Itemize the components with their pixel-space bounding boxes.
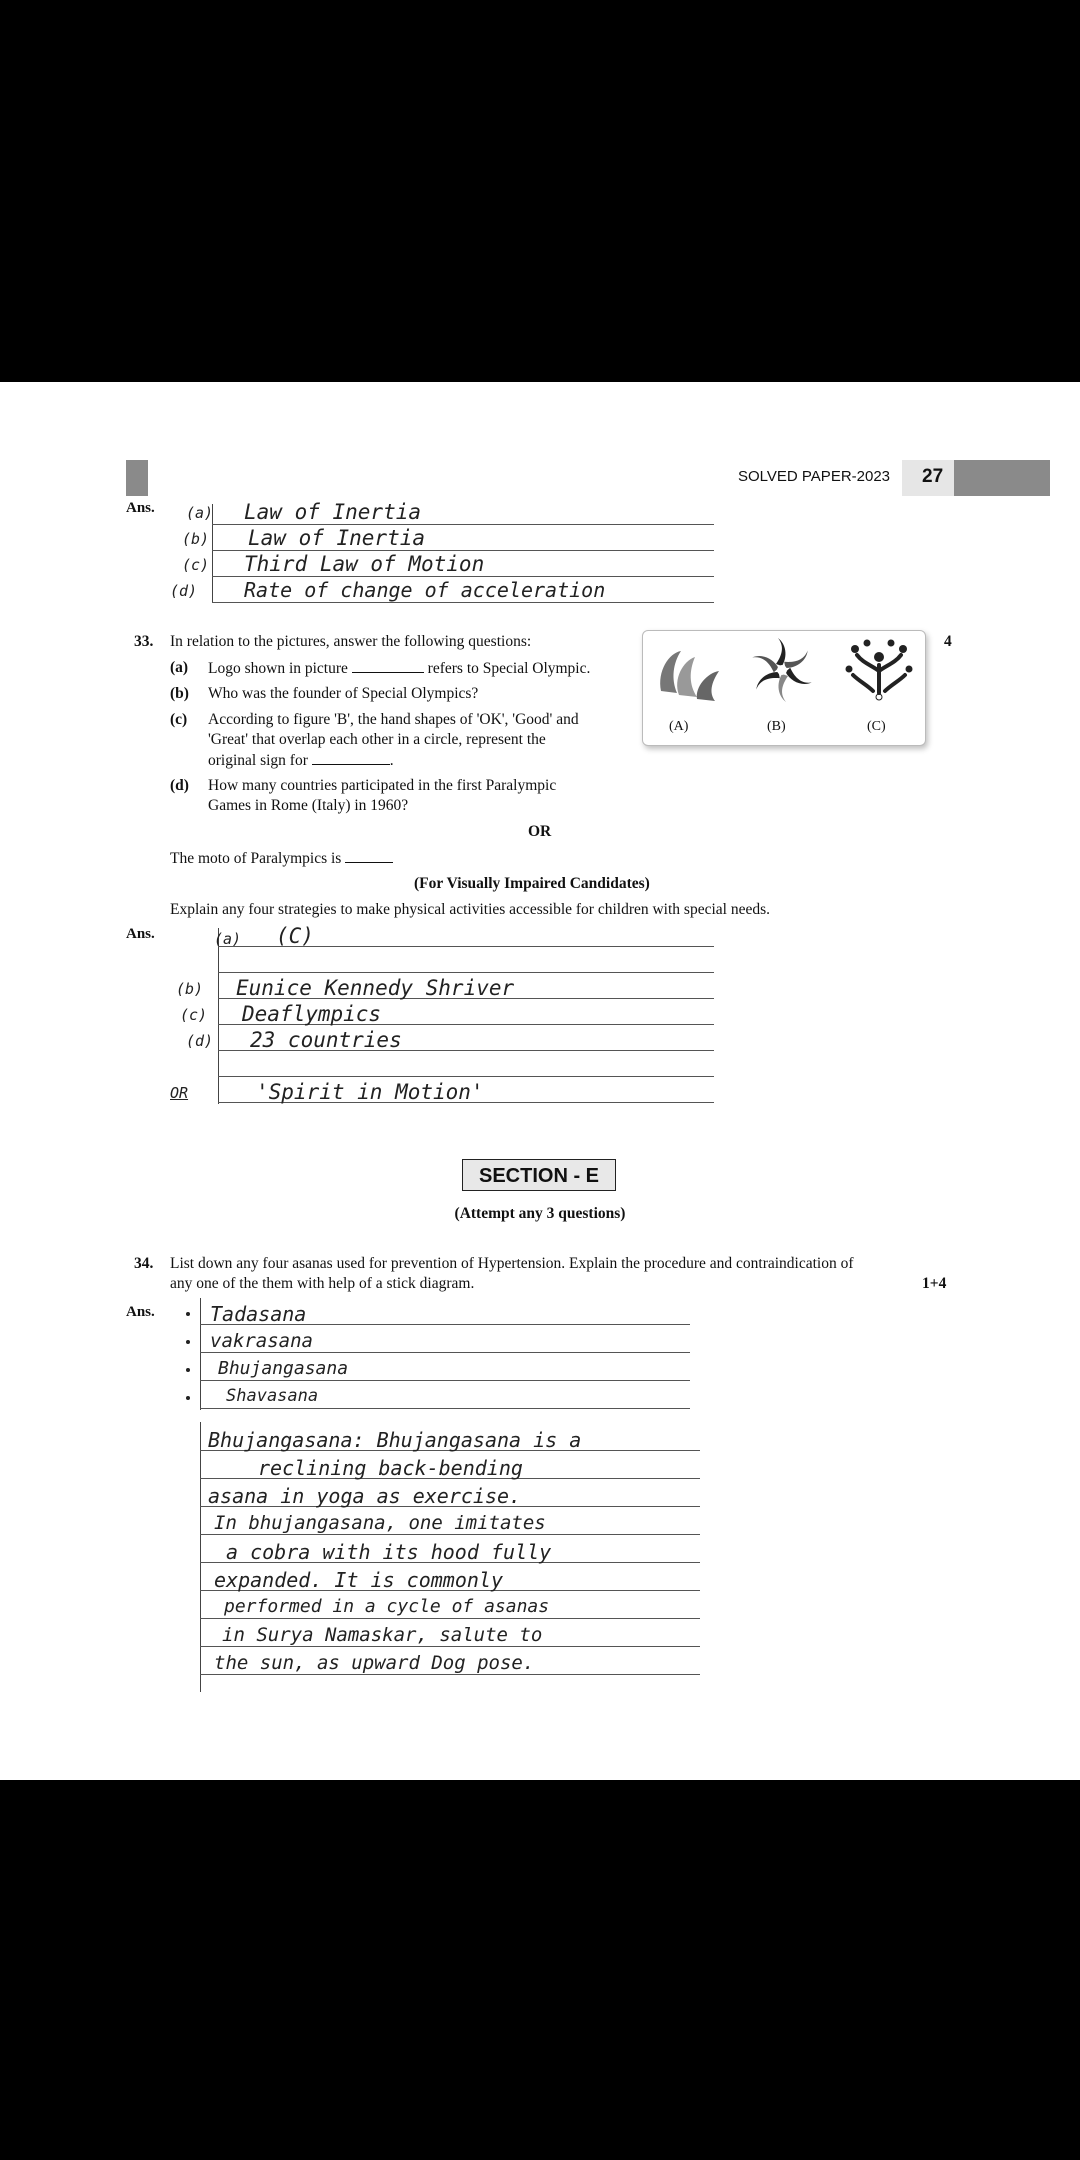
question-33-or-text: The moto of Paralympics is: [170, 850, 342, 867]
question-number-33: 33.: [134, 633, 154, 650]
margin-line-34-para: [200, 1422, 201, 1692]
figure-label-c: (C): [867, 719, 886, 734]
ruled-line: [200, 1618, 700, 1619]
ruled-line: [200, 1534, 700, 1535]
or-separator: OR: [528, 823, 552, 840]
question-number-34: 34.: [134, 1255, 154, 1272]
answer-label: (b): [182, 530, 210, 548]
ruled-line: [212, 602, 714, 603]
handwritten-paragraph-line: expanded. It is commonly: [214, 1568, 503, 1592]
handwritten-asana: Shavasana: [226, 1386, 319, 1406]
fill-blank: [352, 658, 424, 673]
ruled-line: [218, 972, 714, 973]
question-33-or: [170, 848, 393, 869]
ruled-line: [200, 1408, 690, 1409]
part-label: (c): [170, 711, 188, 728]
answer-label: (c): [182, 556, 210, 574]
handwritten-paragraph-line: Bhujangasana: Bhujangasana is a: [208, 1428, 582, 1452]
header-series-title: SOLVED PAPER-2023: [738, 468, 891, 485]
bullet-dot: [186, 1396, 190, 1400]
part-label: (b): [170, 685, 189, 702]
question-33b: Who was the founder of Special Olympics?: [208, 685, 479, 702]
bullet-dot: [186, 1340, 190, 1344]
ruled-line: [200, 1646, 700, 1647]
ans-label-34: Ans.: [126, 1304, 155, 1320]
ruled-line: [212, 576, 714, 577]
header-right-block: [954, 460, 1050, 496]
exam-page: [0, 382, 1080, 1780]
ruled-line: [200, 1380, 690, 1381]
answer-label: (b): [176, 980, 204, 998]
handwritten-answer: Law of Inertia: [248, 526, 426, 550]
ans-label-32: Ans.: [126, 500, 155, 516]
section-title: SECTION - E: [462, 1159, 616, 1191]
logos-figure: [642, 630, 926, 746]
bullet-dot: [186, 1368, 190, 1372]
handwritten-answer: Rate of change of acceleration: [244, 578, 606, 602]
handwritten-paragraph-line: a cobra with its hood fully: [226, 1540, 552, 1564]
handwritten-answer: Law of Inertia: [244, 500, 422, 524]
question-34-line1: List down any four asanas used for prevention of Hypertension. Explain the procedure and contraindication of: [170, 1255, 854, 1272]
fill-blank: [345, 848, 393, 863]
margin-line-34: [200, 1298, 201, 1410]
handwritten-answer: 23 countries: [250, 1028, 402, 1052]
figure-label-b: (B): [767, 719, 786, 734]
handwritten-asana: Tadasana: [210, 1302, 307, 1326]
handwritten-paragraph-line: in Surya Namaskar, salute to: [222, 1624, 543, 1646]
handwritten-answer: Deaflympics: [242, 1002, 382, 1026]
question-33c-line3-text: original sign for: [208, 752, 308, 769]
handwritten-paragraph-line: In bhujangasana, one imitates: [214, 1512, 546, 1534]
page-number: 27: [922, 466, 944, 487]
deaflympics-logo-icon: [747, 635, 817, 705]
question-33-intro: In relation to the pictures, answer the following questions:: [170, 633, 532, 650]
ans-label-33: Ans.: [126, 926, 155, 942]
answer-label: (c): [180, 1006, 208, 1024]
visually-impaired-heading: (For Visually Impaired Candidates): [414, 875, 650, 892]
fill-blank: [312, 750, 390, 765]
handwritten-answer: Third Law of Motion: [244, 552, 485, 576]
handwritten-paragraph-line: asana in yoga as exercise.: [208, 1484, 522, 1508]
handwritten-asana: Bhujangasana: [218, 1358, 349, 1379]
ruled-line: [218, 1076, 714, 1077]
visually-impaired-question: Explain any four strategies to make physical activities accessible for children with special needs.: [170, 901, 770, 918]
question-33a-before: Logo shown in picture: [208, 660, 348, 677]
ruled-line: [212, 550, 714, 551]
question-33a-after: refers to Special Olympic.: [427, 660, 591, 677]
handwritten-answer: 'Spirit in Motion': [256, 1080, 484, 1104]
part-label: (d): [170, 777, 189, 794]
question-33c-line2: 'Great' that overlap each other in a circle, represent the: [208, 731, 546, 748]
answer-label: (d): [186, 1032, 214, 1050]
part-label: (a): [170, 659, 189, 676]
section-subtitle: (Attempt any 3 questions): [454, 1205, 626, 1222]
bullet-dot: [186, 1312, 190, 1316]
handwritten-answer: (C): [276, 924, 314, 948]
question-33-marks: 4: [944, 633, 952, 650]
answer-label: (d): [170, 582, 198, 600]
handwritten-asana: vakrasana: [210, 1330, 313, 1352]
ruled-line: [200, 1352, 690, 1353]
paralympic-agitos-icon: [651, 641, 725, 705]
question-33d-line1: How many countries participated in the first Paralympic: [208, 777, 557, 794]
handwritten-paragraph-line: performed in a cycle of asanas: [224, 1596, 550, 1617]
ruled-line: [200, 1674, 700, 1675]
question-33c-line3: original sign for .: [208, 752, 394, 769]
question-33a: [208, 658, 590, 679]
special-olympics-logo-icon: [843, 635, 915, 705]
question-34-marks: 1+4: [922, 1275, 947, 1292]
margin-line-33: [218, 928, 219, 1104]
answer-label: (a): [186, 504, 214, 522]
question-34-line2: any one of the them with help of a stick diagram.: [170, 1275, 475, 1292]
handwritten-answer: Eunice Kennedy Shriver: [236, 976, 515, 1000]
answer-label: OR: [170, 1084, 189, 1102]
handwritten-paragraph-line: the sun, as upward Dog pose.: [214, 1652, 535, 1674]
handwritten-paragraph-line: reclining back-bending: [258, 1456, 523, 1480]
ruled-line: [212, 524, 714, 525]
figure-label-a: (A): [669, 719, 689, 734]
question-33d-line2: Games in Rome (Italy) in 1960?: [208, 797, 409, 814]
answer-label: (a): [214, 930, 242, 948]
header-left-block: [126, 460, 148, 496]
question-33c-line1: According to figure 'B', the hand shapes of 'OK', 'Good' and: [208, 711, 579, 728]
